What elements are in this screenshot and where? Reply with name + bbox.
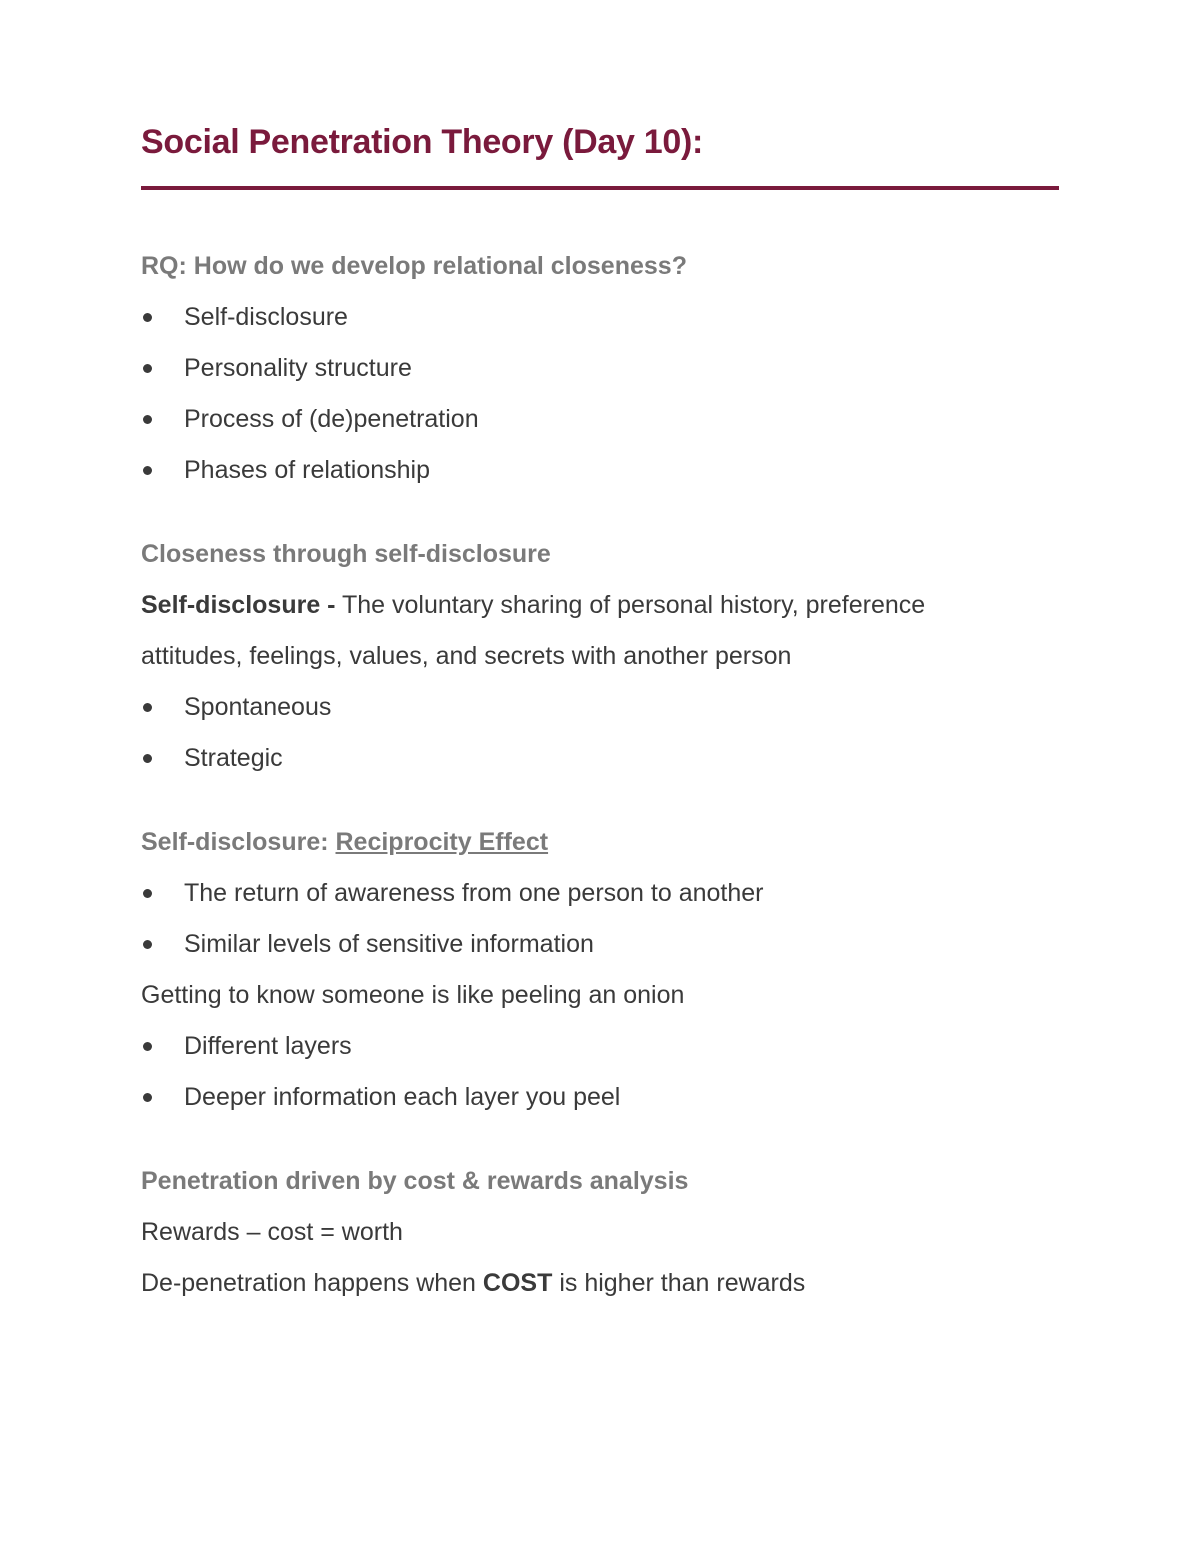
reciprocity-heading: Self-disclosure: Reciprocity Effect — [141, 828, 549, 856]
bullet-icon — [143, 364, 152, 373]
list-item: Deeper information each layer you peel — [141, 1072, 1059, 1123]
list-item: Strategic — [141, 733, 1059, 784]
list-item: Spontaneous — [141, 682, 1059, 733]
spacer — [141, 496, 1059, 529]
list-item: Personality structure — [141, 343, 1059, 394]
bullet-icon — [143, 1042, 152, 1051]
closeness-heading: Closeness through self-disclosure — [141, 540, 551, 568]
definition-term: Self-disclosure - — [141, 591, 336, 619]
list-item: Similar levels of sensitive information — [141, 919, 1059, 970]
definition-line: Self-disclosure - The voluntary sharing of personal history, preference — [141, 591, 926, 619]
bullet-icon — [143, 415, 152, 424]
bullet-icon — [143, 940, 152, 949]
bullet-icon — [143, 889, 152, 898]
definition-line: attitudes, feelings, values, and secrets with another person — [141, 642, 792, 670]
depenetration-text: De-penetration happens when COST is higher than rewards — [141, 1269, 806, 1297]
bullet-icon — [143, 466, 152, 475]
list-item: Self-disclosure — [141, 292, 1059, 343]
spacer — [141, 190, 1059, 241]
spacer — [141, 784, 1059, 817]
onion-text: Getting to know someone is like peeling an onion — [141, 981, 685, 1009]
bullet-icon — [143, 703, 152, 712]
list-item: Different layers — [141, 1021, 1059, 1072]
bullet-icon — [143, 1093, 152, 1102]
cost-heading: Penetration driven by cost & rewards analysis — [141, 1167, 689, 1195]
formula-text: Rewards – cost = worth — [141, 1218, 403, 1246]
bullet-icon — [143, 754, 152, 763]
list-item: Process of (de)penetration — [141, 394, 1059, 445]
reciprocity-term: Reciprocity Effect — [335, 828, 549, 856]
page-title: Social Penetration Theory (Day 10): — [141, 123, 703, 161]
document-page — [141, 118, 1059, 1309]
list-item: Phases of relationship — [141, 445, 1059, 496]
list-item: The return of awareness from one person to another — [141, 868, 1059, 919]
rq-heading: RQ: How do we develop relational closeness? — [141, 252, 687, 280]
spacer — [141, 1123, 1059, 1156]
bullet-icon — [143, 313, 152, 322]
